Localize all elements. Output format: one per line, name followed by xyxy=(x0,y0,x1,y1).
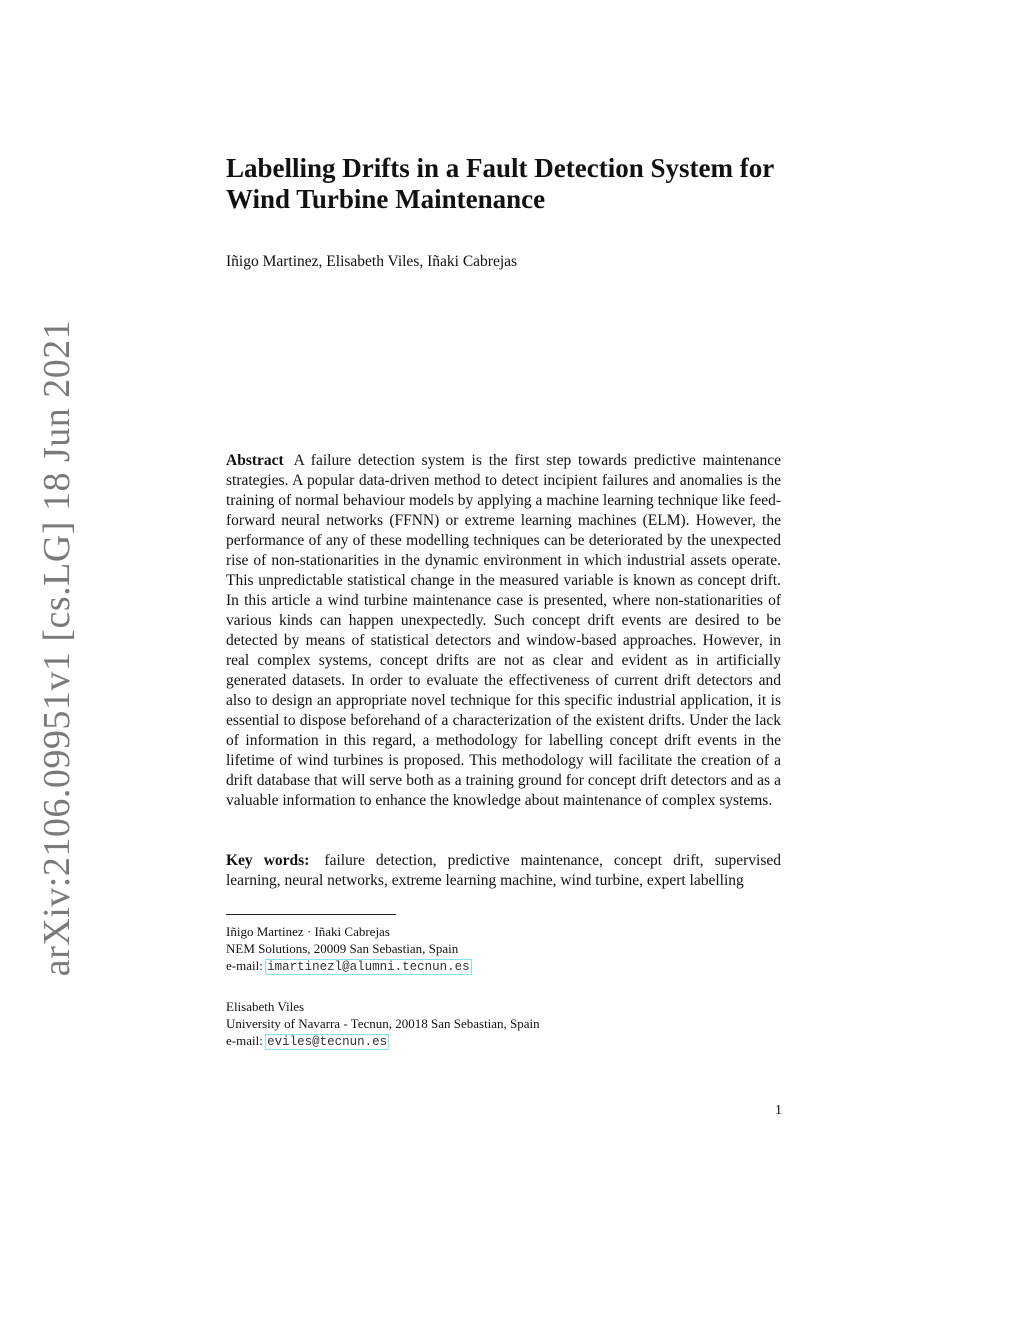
paper-title-line-1: Labelling Drifts in a Fault Detection System for xyxy=(226,153,775,183)
email-link[interactable]: eviles@tecnun.es xyxy=(267,1035,388,1049)
affiliation-email-line xyxy=(226,1032,786,1051)
page-number: 1 xyxy=(775,1103,782,1118)
keywords-label: Key words: xyxy=(226,852,310,869)
keywords-text: failure detection, predictive maintenance, concept drift, supervised learning, neural networks, extreme learning machine, wind turbine, expert labelling xyxy=(226,852,782,889)
abstract-label: Abstract xyxy=(226,452,284,469)
email-prefix: e-mail: xyxy=(226,1033,263,1048)
affiliation-email-line xyxy=(226,957,786,976)
paper-title xyxy=(226,153,806,215)
affiliation-institution: University of Navarra - Tecnun, 20018 San Sebastian, Spain xyxy=(226,1016,540,1031)
paper-title-line-2: Wind Turbine Maintenance xyxy=(226,184,546,214)
affiliation-names: Iñigo Martinez · Iñaki Cabrejas xyxy=(226,924,390,939)
arxiv-identifier-stamp[interactable]: arXiv:2106.09951v1 [cs.LG] 18 Jun 2021 xyxy=(36,319,78,977)
affiliation-institution: NEM Solutions, 20009 San Sebastian, Spain xyxy=(226,941,459,956)
email-link[interactable]: imartinezl@alumni.tecnun.es xyxy=(267,960,470,974)
abstract-section xyxy=(226,451,781,811)
affiliation-names: Elisabeth Viles xyxy=(226,999,305,1014)
affiliation-block xyxy=(226,998,786,1051)
affiliation-block xyxy=(226,923,786,976)
footnote-divider xyxy=(226,914,396,915)
abstract-text: A failure detection system is the first step towards predictive maintenance strategies. A popular data-driven method to detect incipient failures and anomalies is the training of normal behaviour models by applying a machine learning technique like feed-forward neural networks (FFNN) or extreme learning machines (ELM). However, the performance of any of these modelling techniques can be deteriorated by the unexpected rise of non-stationarities in the dynamic environment in which industrial assets operate. This unpredictable statistical change in the measured variable is known as concept drift. In this article a wind turbine maintenance case is presented, where non-stationarities of various kinds can happen unexpectedly. Such concept drift events are desired to be detected by means of statistical detectors and window-based approaches. However, in real complex systems, concept drifts are not as clear and evident as in artificially generated datasets. In order to evaluate the effectiveness of current drift detectors and also to design an appropriate novel technique for this specific industrial application, it is essential to dispose beforehand of a characterization of the existent drifts. Under the lack of information in this regard, a methodology for labelling concept drift events in the lifetime of wind turbines is proposed. This methodology will facilitate the creation of a drift database that will serve both as a training ground for concept drift detectors and as a valuable information to enhance the knowledge about maintenance of complex systems. xyxy=(226,452,781,809)
email-prefix: e-mail: xyxy=(226,958,263,973)
author-list: Iñigo Martinez, Elisabeth Viles, Iñaki Cabrejas xyxy=(226,253,518,270)
keywords-section xyxy=(226,851,781,891)
